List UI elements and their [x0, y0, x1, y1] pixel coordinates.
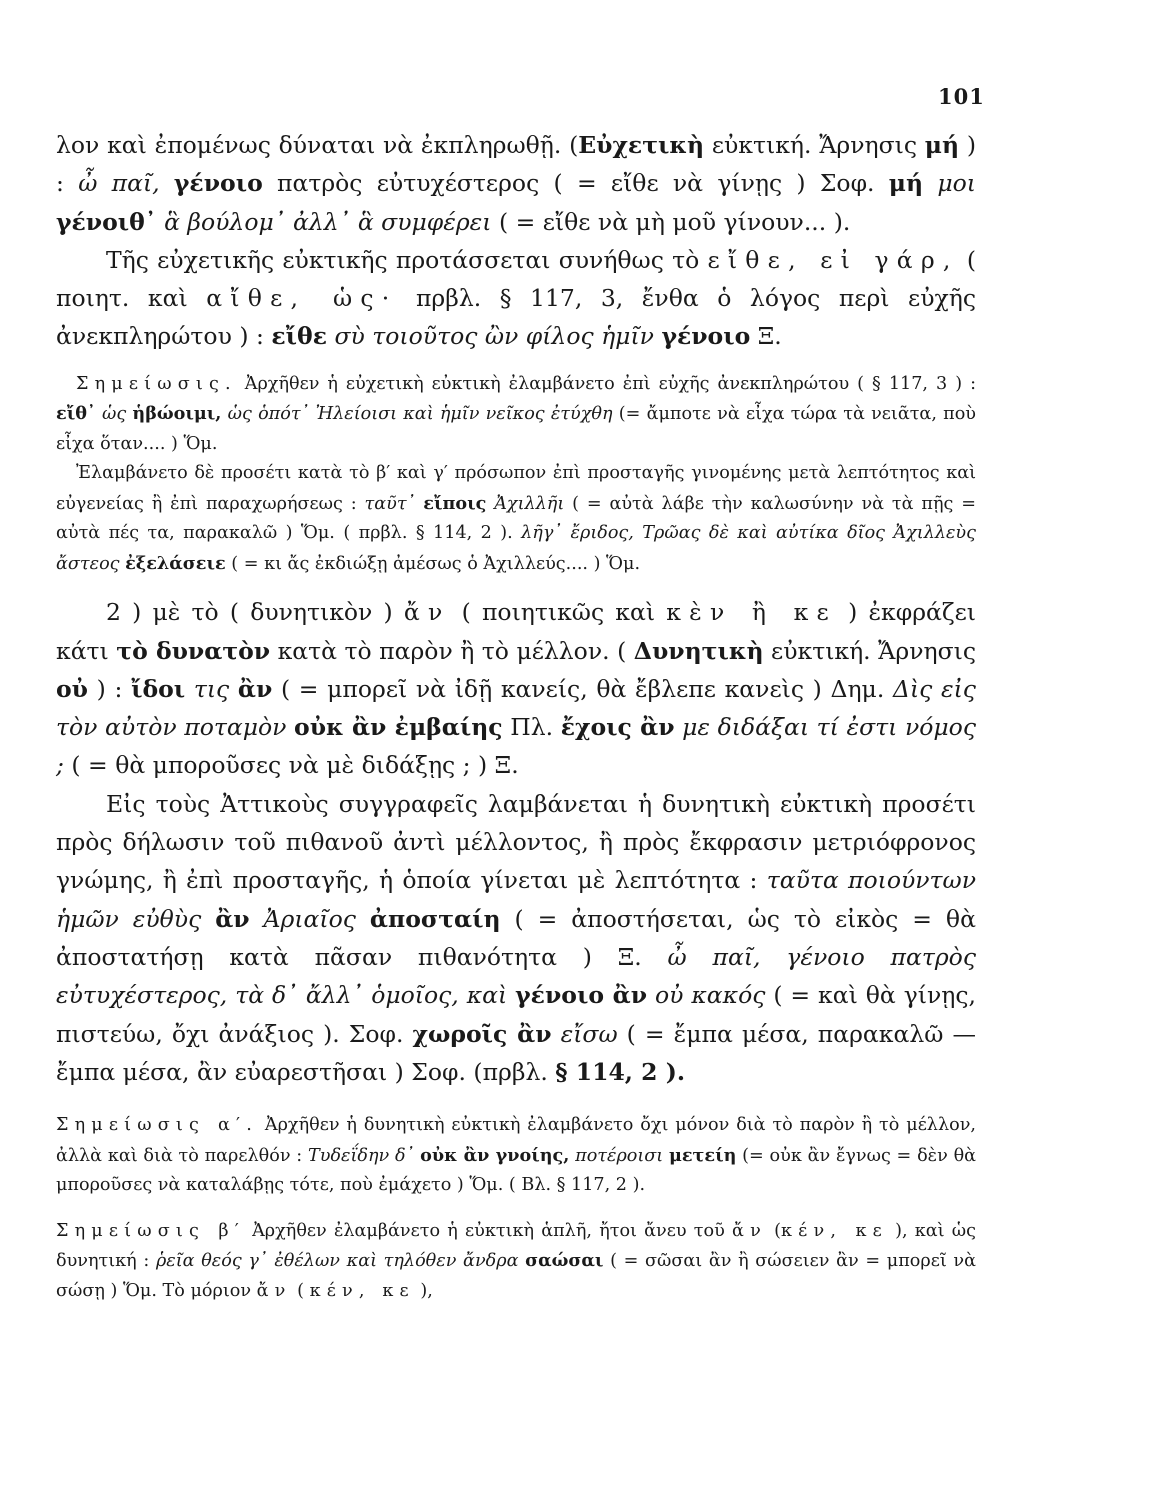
text-run: (= οὐκ ἂν ἔγνως = δὲν θὰ μποροῦσες νὰ καταλάβῃς τότε, ποὺ ἐμάχετο ) Ὅμ. ( Βλ. § 117, 2 ).: [56, 1145, 977, 1196]
text-run: ( = μπορεῖ νὰ ἰδῇ κανείς, θὰ ἔβλεπε κανεὶς ) Δημ.: [272, 674, 893, 703]
text-run: αἴθε, ὡς·: [206, 284, 398, 313]
text-run: λῆγ᾽ ἔριδος, Τρῶας δὲ καὶ αὐτίκα δῖος Ἀχιλλεὺς ἄστεος: [56, 523, 976, 574]
text-run: Σημείωσις β′: [56, 1220, 245, 1241]
text-run: γένοιο: [173, 169, 263, 198]
text-run: γένοιο ἂν: [515, 981, 648, 1010]
text-run: Τῆς εὐχετικῆς εὐκτικῆς προτάσσεται συνήθως τὸ: [106, 245, 708, 274]
text-run: [923, 169, 937, 197]
text-run: εἴθε, εἰ γάρ,: [707, 245, 959, 274]
text-run: ),: [414, 1280, 433, 1301]
paragraph-potential-optative: [56, 593, 976, 784]
text-run: με διδάξαι τί ἐστι νόμος ;: [56, 713, 976, 780]
text-run: ῥεῖα θεός γ᾽ ἐθέλων καὶ τηλόθεν ἄνδρα: [155, 1251, 519, 1272]
text-run: ) ἐκφράζει κάτι: [56, 598, 977, 665]
text-run: εἴποις: [423, 492, 487, 514]
text-run: [286, 713, 294, 741]
text-run: Σημείωσις α′.: [56, 1115, 258, 1136]
text-run: ταῦτα ποιούντων ἡμῶν εὐθὺς: [56, 866, 976, 933]
text-run: ἄν: [732, 1220, 767, 1241]
text-run: σαώσαι: [525, 1250, 604, 1272]
paragraph-optative-wish-continued: [56, 126, 976, 241]
text-run: ( ποιητικῶς καὶ: [450, 598, 667, 627]
page-body: [56, 126, 976, 1306]
text-run: λον καὶ ἐπομένως δύναται νὰ ἐκπληρωθῇ. (: [56, 131, 579, 159]
text-run: κὲν ἢ κε: [666, 598, 837, 627]
text-run: οὐκ ἂν ἐμβαίης: [294, 713, 503, 742]
text-run: Ἀρχῆθεν ἡ δυνητικὴ εὐκτικὴ ἐλαμβάνετο ὄχι μόνον διὰ τὸ παρὸν ἢ τὸ μέλλον, ἀλλὰ καὶ διὰ τὸ παρελθόν :: [56, 1115, 976, 1166]
text-run: [250, 905, 264, 933]
text-run: ἄν: [403, 598, 451, 627]
text-run: ἔχοις ἂν: [560, 713, 675, 742]
text-run: ὦ παῖ,: [78, 169, 160, 198]
text-run: ), καὶ ὡς δυνητική :: [56, 1220, 976, 1272]
text-run: [201, 905, 215, 933]
text-run: ) :: [56, 131, 977, 198]
text-run: ἐξελάσειε: [125, 552, 226, 574]
text-run: ἃ βούλομ᾽ ἀλλ᾽ ἃ συμφέρει: [164, 207, 492, 236]
text-run: ( = καὶ θὰ γίνῃς, πιστεύω, ὄχι ἀνάξιος ). Σοφ.: [56, 981, 976, 1048]
text-run: § 114, 2 ).: [555, 1057, 686, 1086]
text-run: οὐ κακός: [655, 981, 766, 1010]
text-run: πρβλ. § 117, 3, ἔνθα ὁ λόγος περὶ εὐχῆς ἀνεκπληρώτου ) :: [56, 284, 976, 351]
text-run: οὐκ ἂν γνοίης,: [420, 1144, 570, 1166]
text-run: Δὶς εἰς τὸν αὐτὸν ποταμὸν: [56, 674, 976, 742]
text-run: πατρὸς εὐτυχέστερος ( = εἴθε νὰ γίνῃς ) Σοφ.: [262, 169, 889, 198]
text-run: Πλ.: [502, 713, 561, 742]
text-run: (= ἄμποτε νὰ εἶχα τώρα τὰ νειᾶτα, ποὺ εἶχα ὅταν.... ) Ὅμ.: [56, 404, 976, 454]
text-run: Εἰς τοὺς Ἀττικοὺς συγγραφεῖς λαμβάνεται ἡ δυνητικὴ εὐκτικὴ προσέτι πρὸς δήλωσιν τοῦ πιθανοῦ ἀντὶ μέλλοντος, ἢ πρὸς ἔκφρασιν μετριόφρονος γνώμης, ἢ ἐπὶ προσταγῆς, ἡ ὁποία γίνεται μὲ λεπτότητα :: [56, 789, 976, 895]
text-run: Ἐλαμβάνετο δὲ προσέτι κατὰ τὸ β′ καὶ γ′ πρόσωπον ἐπὶ προσταγῆς γινομένης μετὰ λεπτότητος καὶ εὐγενείας ἢ ἐπὶ παραχωρήσεως :: [56, 463, 976, 514]
text-run: [356, 905, 370, 933]
text-run: ἂν: [215, 904, 250, 933]
text-run: ( = κι ἄς ἐκδιώξῃ ἀμέσως ὁ Ἀχιλλεύς.... ) Ὅμ.: [225, 553, 641, 574]
text-run: μοι: [937, 169, 976, 198]
note-beta-simple-optative: [56, 1217, 976, 1307]
text-run: γένοιο: [661, 322, 751, 351]
text-run: ἀποσταίη: [369, 904, 501, 933]
text-run: ταῦτ᾽: [364, 493, 416, 514]
text-run: Τυδεΐδην δ᾽: [308, 1145, 415, 1166]
text-run: Ξ.: [750, 322, 782, 351]
text-run: [185, 675, 194, 703]
text-run: ὡς ὁπότ᾽ Ἠλείοισι καὶ ἡμῖν νεῖκος ἐτύχθη: [227, 404, 613, 425]
text-run: ὦ παῖ, γένοιο πατρὸς εὐτυχέστερος, τὰ δ᾽ ἄλλ᾽ ὁμοῖος, καὶ: [56, 942, 976, 1010]
text-run: οὐ: [56, 674, 88, 703]
text-run: (: [766, 1220, 782, 1241]
text-run: μετείη: [668, 1144, 737, 1166]
note-polite-command: [56, 459, 976, 579]
text-run: Εὐχετικὴ: [578, 131, 705, 159]
text-run: [552, 1020, 561, 1048]
text-run: ) :: [87, 674, 132, 703]
text-run: 2 ) μὲ τὸ ( δυνητικὸν ): [106, 598, 404, 627]
paragraph-eithe: [56, 241, 976, 356]
text-run: [647, 981, 655, 1009]
text-run: μή: [924, 131, 960, 159]
text-run: ἡβώοιμι,: [132, 403, 222, 425]
text-run: ( = αὐτὰ λάβε τὴν καλωσύνην νὰ τὰ πῇς = αὐτὰ πές τα, παρακαλῶ ) Ὅμ. ( πρβλ. § 114, 2 ).: [56, 493, 977, 544]
text-run: εὐκτική. Ἄρνησις: [704, 131, 925, 159]
text-run: εὐκτική. Ἄρνησις: [763, 636, 976, 665]
text-run: [675, 713, 683, 741]
note-alpha-past: [56, 1111, 976, 1201]
text-run: Ἀριαῖος: [263, 904, 356, 933]
paragraph-attic-usage: [56, 785, 976, 1091]
text-run: Ἀρχῆθεν ἐλαμβάνετο ἡ εὐκτικὴ ἁπλῆ, ἤτοι ἄνευ τοῦ: [244, 1220, 733, 1241]
page-number: 101: [938, 84, 985, 109]
text-run: ( = ἀποστήσεται, ὡς τὸ εἰκὸς = θὰ ἀποστατήσῃ κατὰ πᾶσαν πιθανότητα ) Ξ.: [56, 904, 976, 971]
text-run: ( = θὰ μποροῦσες νὰ μὲ διδάξῃς ; ) Ξ.: [63, 751, 519, 780]
text-run: εἴθ᾽: [56, 403, 96, 425]
text-run: Σημείωσις.: [76, 373, 237, 394]
text-run: [507, 981, 515, 1009]
text-run: τὸ δυνατὸν: [116, 636, 271, 665]
text-run: Ἀχιλλῆι: [494, 493, 565, 514]
text-run: χωροῖς ἂν: [412, 1019, 552, 1048]
text-run: σὺ τοιοῦτος ὢν φίλος ἡμῖν: [334, 322, 654, 351]
text-run: (: [291, 1280, 310, 1301]
text-run: μή: [888, 169, 924, 198]
text-run: [160, 169, 174, 197]
text-run: Ἀρχῆθεν ἡ εὐχετικὴ εὐκτικὴ ἐλαμβάνετο ἐπὶ εὐχῆς ἀνεκπληρώτου ( § 117, 3 ) :: [236, 373, 976, 394]
text-run: κατὰ τὸ παρὸν ἢ τὸ μέλλον. (: [270, 636, 634, 665]
text-run: ὡς: [101, 404, 127, 425]
text-run: κέν, κε: [781, 1220, 888, 1241]
text-run: εἴσω: [560, 1019, 618, 1048]
note-unfulfilled-wish: [56, 370, 976, 460]
text-run: κέν, κε: [309, 1280, 415, 1301]
text-run: ( = ἔμπα μέσα, παρακαλῶ — ἔμπα μέσα, ἂν εὐαρεστῆσαι ) Σοφ. (πρβλ.: [56, 1019, 976, 1086]
text-run: ( ποιητ. καὶ: [56, 245, 976, 313]
text-run: [229, 675, 238, 703]
text-run: ποτέροισι: [575, 1145, 664, 1166]
text-run: τις: [193, 674, 230, 703]
text-run: Δυνητικὴ: [633, 636, 764, 665]
text-run: ( = σῶσαι ἂν ἢ σώσειεν ἂν = μπορεῖ νὰ σώσῃ ) Ὅμ. Τὸ μόριον: [56, 1251, 976, 1301]
text-run: ( = εἴθε νὰ μὴ μοῦ γίνουν... ).: [491, 207, 851, 236]
text-run: γένοιθ᾽: [56, 207, 157, 236]
text-run: ἄν: [256, 1280, 292, 1301]
text-run: ἂν: [237, 674, 273, 703]
text-run: εἴθε: [271, 322, 327, 351]
text-run: ἴδοι: [131, 674, 186, 703]
text-run: [157, 208, 164, 236]
